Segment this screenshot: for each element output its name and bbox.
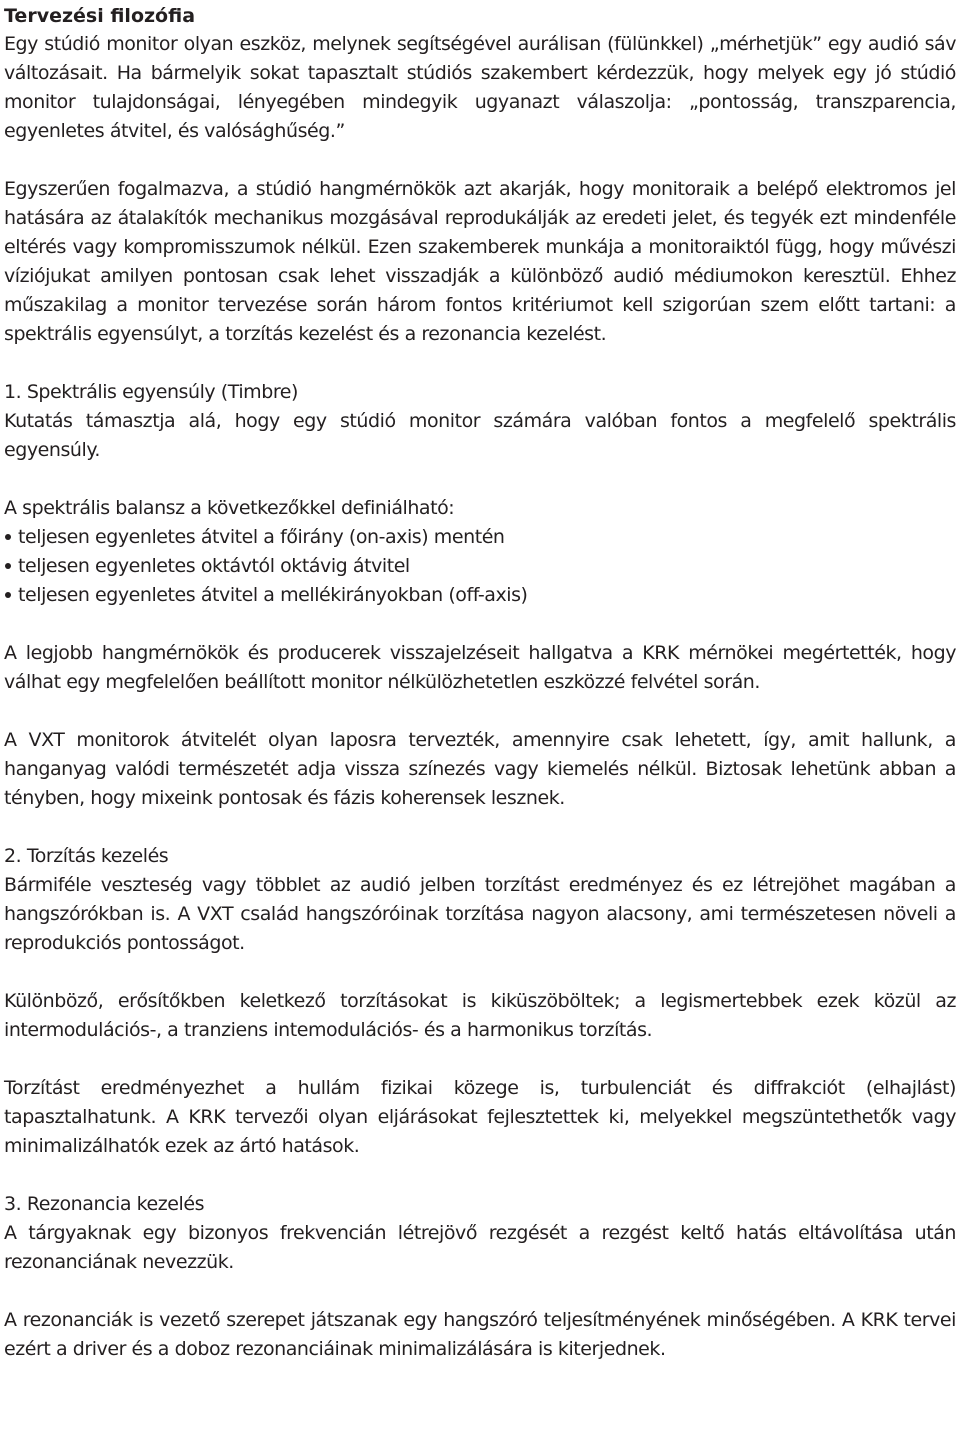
section-text: Bármiféle veszteség vagy többlet az audió jelben torzítást eredményez és ez létrejöhet magában a hangszórókban is. A VXT család hangszóróinak torzítása nagyon alacsony, ami természetesen növeli a reprodukciós pontosságot. [4,874,956,954]
list-item [4,581,956,610]
section-heading: 1. Spektrális egyensúly (Timbre) [4,381,298,403]
bullet-icon [5,534,11,540]
bullet-icon [5,563,11,569]
section-spectral-balance [4,378,956,813]
list-intro: A spektrális balansz a következőkkel definiálható: [4,497,455,519]
paragraph: A legjobb hangmérnökök és producerek visszajelzéseit hallgatva a KRK mérnökei megértették, hogy válhat egy megfelelően beállított monitor nélkülözhetetlen eszközzé felvétel során. [4,642,956,693]
paragraph: Különböző, erősítőkben keletkező torzításokat is kiküszöböltek; a legismertebbek ezek közül az intermodulációs-, a tranziens intemodulációs- és a harmonikus torzítás. [4,990,956,1041]
intro-paragraph-2: Egyszerűen fogalmazva, a stúdió hangmérnökök azt akarják, hogy monitoraik a belépő elektromos jel hatására az átalakítók mechanikus mozgásával reprodukálják az eredeti jelet, és tegyék ezt mindenféle eltérés vagy kompromisszumok nélkül. Ezen szakemberek munkája a monitoraiktól függ, hogy művészi víziójukat amilyen pontosan csak lehet visszadják a különböző audió médiumokon keresztül. Ehhez műszakilag a monitor tervezése során három fontos kritériumot kell szigorúan szem előtt tartani: a spektrális egyensúlyt, a torzítás kezelést és a rezonancia kezelést. [4,178,956,345]
section-text: Kutatás támasztja alá, hogy egy stúdió monitor számára valóban fontos a megfelelő spektrális egyensúly. [4,410,956,461]
list-item [4,552,956,581]
bullet-list [4,523,956,610]
section-distortion [4,842,956,1161]
bullet-icon [5,592,11,598]
list-item-text: teljesen egyenletes oktávtól oktávig átvitel [18,555,410,577]
paragraph: A VXT monitorok átvitelét olyan laposra tervezték, amennyire csak lehetett, így, amit hallunk, a hanganyag valódi természetét adja vissza színezés vagy kiemelés nélkül. Biztosak lehetünk abban a tényben, hogy mixeink pontosak és fázis koherensek lesznek. [4,729,956,809]
list-item [4,523,956,552]
paragraph: A rezonanciák is vezető szerepet játszanak egy hangszóró teljesítményének minőségében. A KRK tervei ezért a driver és a doboz rezonanciáinak minimalizálására is kiterjednek. [4,1309,956,1360]
section-text: A tárgyaknak egy bizonyos frekvencián létrejövő rezgését a rezgést keltő hatás eltávolítása után rezonanciának nevezzük. [4,1222,956,1273]
list-item-text: teljesen egyenletes átvitel a mellékirányokban (off-axis) [18,584,528,606]
section-resonance [4,1190,956,1364]
intro-paragraph-1: Egy stúdió monitor olyan eszköz, melynek segítségével aurálisan (fülünkkel) „mérhetjük” egy audió sáv változásait. Ha bármelyik sokat tapasztalt stúdiós szakembert kérdezzük, hogy melyek egy jó stúdió monitor tulajdonságai, lényegében mindegyik ugyanazt válaszolja: „pontosság, transzparencia, egyenletes átvitel, és valósághűség.” [4,33,956,142]
section-heading: 2. Torzítás kezelés [4,845,169,867]
page-title: Tervezési filozófia [4,5,196,27]
section-heading: 3. Rezonancia kezelés [4,1193,205,1215]
paragraph: Torzítást eredményezhet a hullám fizikai közege is, turbulenciát és diffrakciót (elhajlást) tapasztalhatunk. A KRK tervezői olyan eljárásokat fejlesztettek ki, melyekkel megszüntethetők vagy minimalizálhatók ezek az ártó hatások. [4,1077,956,1157]
list-item-text: teljesen egyenletes átvitel a főirány (on-axis) mentén [18,526,505,548]
